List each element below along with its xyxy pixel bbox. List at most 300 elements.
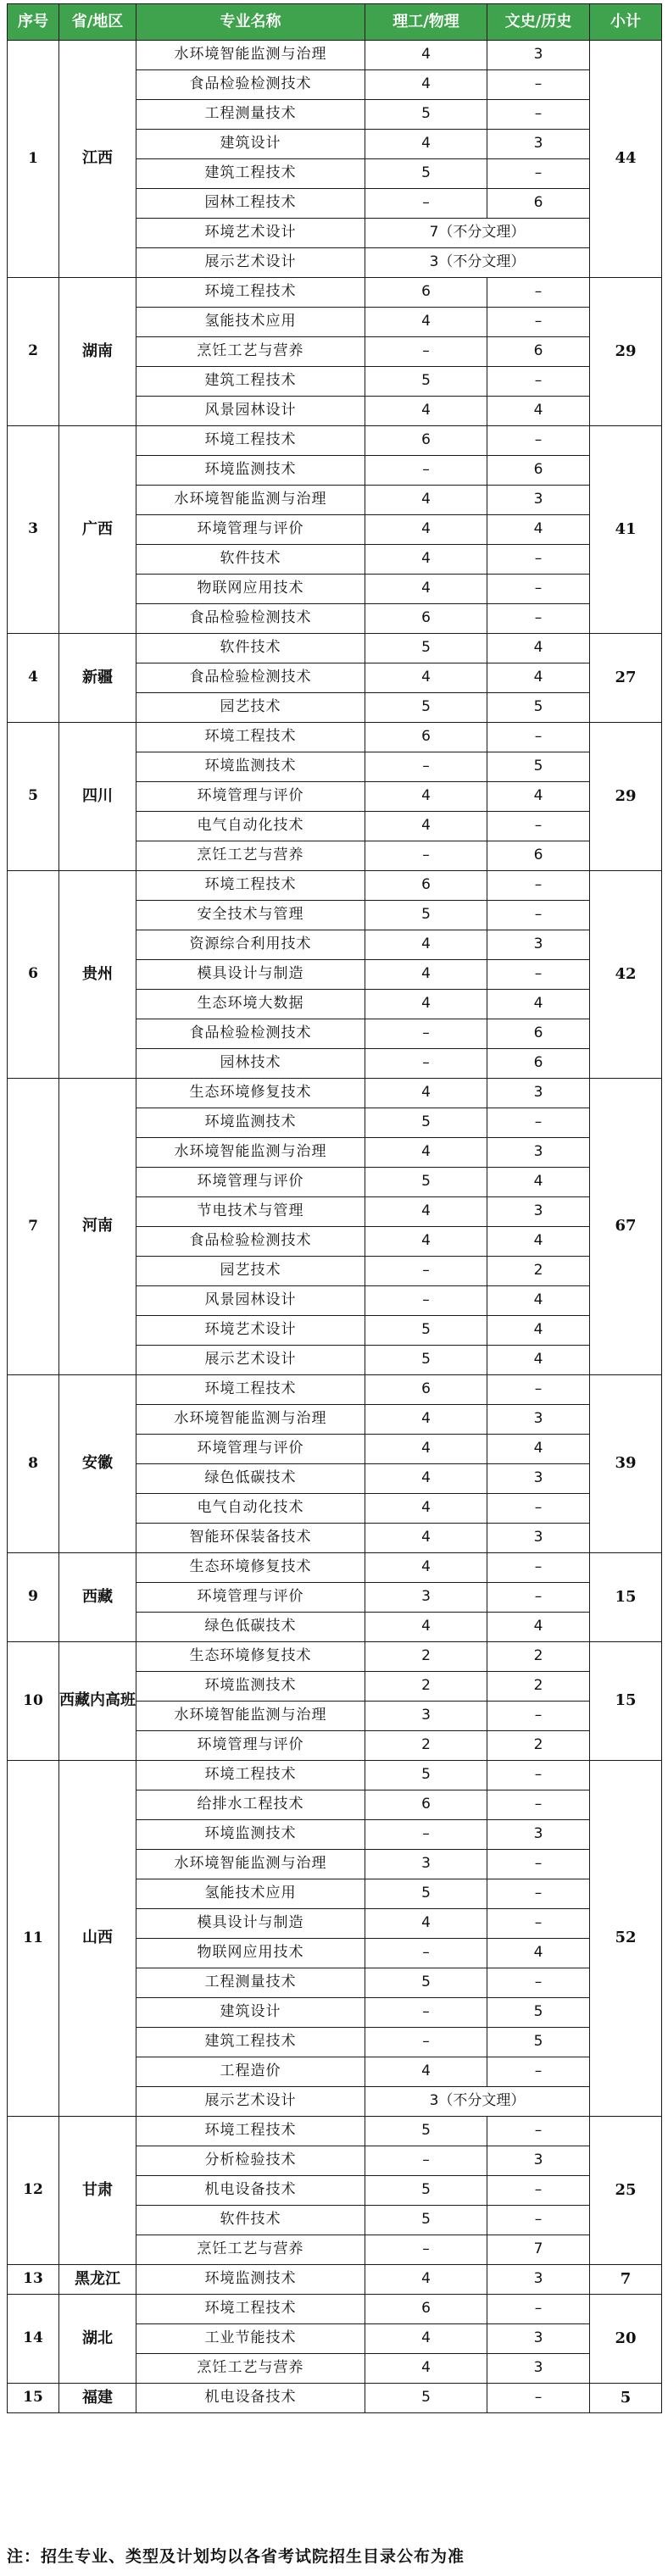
- major-name: 烹饪工艺与营养: [136, 841, 365, 871]
- science-quota: 6: [365, 2295, 487, 2324]
- major-name: 食品检验检测技术: [136, 604, 365, 634]
- arts-quota: 3: [487, 1138, 590, 1168]
- region-name: 西藏: [59, 1553, 136, 1642]
- row-index: 5: [8, 723, 59, 871]
- science-quota: 4: [365, 1227, 487, 1257]
- major-name: 机电设备技术: [136, 2176, 365, 2206]
- major-name: 软件技术: [136, 2206, 365, 2235]
- table-row: [8, 2295, 662, 2324]
- science-quota: 2: [365, 1642, 487, 1672]
- subtotal: 39: [590, 1375, 662, 1553]
- arts-quota: –: [487, 2384, 590, 2413]
- row-index: 12: [8, 2117, 59, 2265]
- row-index: 15: [8, 2384, 59, 2413]
- science-quota: 4: [365, 2354, 487, 2384]
- major-name: 烹饪工艺与营养: [136, 2354, 365, 2384]
- major-name: 软件技术: [136, 634, 365, 663]
- row-index: 11: [8, 1761, 59, 2117]
- arts-quota: –: [487, 960, 590, 990]
- table-row: [8, 1375, 662, 1405]
- arts-quota: 4: [487, 1286, 590, 1316]
- major-name: 模具设计与制造: [136, 1909, 365, 1939]
- arts-quota: 3: [487, 1405, 590, 1435]
- subtotal: 29: [590, 723, 662, 871]
- arts-quota: 4: [487, 1435, 590, 1464]
- science-quota: 5: [365, 2176, 487, 2206]
- science-quota: 5: [365, 1879, 487, 1909]
- arts-quota: 4: [487, 1613, 590, 1642]
- science-quota: –: [365, 2028, 487, 2057]
- row-index: 1: [8, 41, 59, 278]
- science-quota: 4: [365, 41, 487, 70]
- row-index: 2: [8, 278, 59, 426]
- major-name: 园林工程技术: [136, 189, 365, 219]
- header-arts: 文史/历史: [487, 4, 590, 41]
- science-quota: 6: [365, 278, 487, 308]
- science-quota: 4: [365, 2265, 487, 2295]
- arts-quota: 6: [487, 456, 590, 486]
- arts-quota: –: [487, 426, 590, 456]
- major-name: 环境工程技术: [136, 1375, 365, 1405]
- arts-quota: –: [487, 604, 590, 634]
- science-quota: –: [365, 456, 487, 486]
- science-quota: 5: [365, 1168, 487, 1197]
- major-name: 建筑工程技术: [136, 2028, 365, 2057]
- arts-quota: –: [487, 2295, 590, 2324]
- arts-quota: 3: [487, 1464, 590, 1494]
- arts-quota: 2: [487, 1257, 590, 1286]
- science-quota: 4: [365, 1494, 487, 1524]
- arts-quota: 6: [487, 189, 590, 219]
- science-quota: 5: [365, 634, 487, 663]
- major-name: 环境管理与评价: [136, 1583, 365, 1613]
- major-name: 安全技术与管理: [136, 901, 365, 930]
- major-name: 食品检验检测技术: [136, 70, 365, 100]
- major-name: 环境管理与评价: [136, 515, 365, 545]
- region-name: 江西: [59, 41, 136, 278]
- science-quota: 3: [365, 1850, 487, 1879]
- science-quota: 4: [365, 1138, 487, 1168]
- subtotal: 20: [590, 2295, 662, 2384]
- arts-quota: 4: [487, 1168, 590, 1197]
- subtotal: 5: [590, 2384, 662, 2413]
- arts-quota: 2: [487, 1731, 590, 1761]
- arts-quota: –: [487, 2117, 590, 2146]
- science-quota: 5: [365, 2117, 487, 2146]
- arts-quota: –: [487, 2206, 590, 2235]
- arts-quota: 4: [487, 663, 590, 693]
- arts-quota: 5: [487, 1998, 590, 2028]
- arts-quota: 3: [487, 130, 590, 159]
- major-name: 物联网应用技术: [136, 575, 365, 604]
- table-row: [8, 278, 662, 308]
- subtotal: 52: [590, 1761, 662, 2117]
- arts-quota: –: [487, 901, 590, 930]
- science-quota: –: [365, 1257, 487, 1286]
- arts-quota: –: [487, 2176, 590, 2206]
- combined-quota: 7（不分文理）: [365, 219, 590, 248]
- arts-quota: 3: [487, 930, 590, 960]
- major-name: 建筑工程技术: [136, 159, 365, 189]
- science-quota: 6: [365, 1790, 487, 1820]
- major-name: 风景园林设计: [136, 397, 365, 426]
- science-quota: 5: [365, 901, 487, 930]
- science-quota: 4: [365, 575, 487, 604]
- arts-quota: –: [487, 2057, 590, 2087]
- subtotal: 44: [590, 41, 662, 278]
- arts-quota: –: [487, 308, 590, 337]
- row-index: 14: [8, 2295, 59, 2384]
- science-quota: –: [365, 1049, 487, 1079]
- table-row: [8, 426, 662, 456]
- major-name: 电气自动化技术: [136, 1494, 365, 1524]
- row-index: 13: [8, 2265, 59, 2295]
- major-name: 工程测量技术: [136, 1968, 365, 1998]
- footnote: 注：招生专业、类型及计划均以各省考试院招生目录公布为准: [7, 2547, 465, 2566]
- major-name: 给排水工程技术: [136, 1790, 365, 1820]
- region-name: 四川: [59, 723, 136, 871]
- science-quota: 5: [365, 100, 487, 130]
- science-quota: 4: [365, 486, 487, 515]
- arts-quota: 3: [487, 1524, 590, 1553]
- arts-quota: 4: [487, 1227, 590, 1257]
- science-quota: 5: [365, 1346, 487, 1375]
- science-quota: –: [365, 1820, 487, 1850]
- science-quota: 4: [365, 1435, 487, 1464]
- row-index: 9: [8, 1553, 59, 1642]
- arts-quota: 6: [487, 337, 590, 367]
- science-quota: 3: [365, 1583, 487, 1613]
- major-name: 环境艺术设计: [136, 1316, 365, 1346]
- combined-quota: 3（不分文理）: [365, 248, 590, 278]
- major-name: 分析检验技术: [136, 2146, 365, 2176]
- row-index: 10: [8, 1642, 59, 1761]
- science-quota: 5: [365, 367, 487, 397]
- major-name: 机电设备技术: [136, 2384, 365, 2413]
- arts-quota: –: [487, 100, 590, 130]
- science-quota: –: [365, 2146, 487, 2176]
- major-name: 氢能技术应用: [136, 308, 365, 337]
- arts-quota: –: [487, 1761, 590, 1790]
- arts-quota: 7: [487, 2235, 590, 2265]
- major-name: 环境监测技术: [136, 1820, 365, 1850]
- region-name: 贵州: [59, 871, 136, 1079]
- science-quota: 4: [365, 990, 487, 1019]
- major-name: 环境监测技术: [136, 1108, 365, 1138]
- major-name: 环境监测技术: [136, 1672, 365, 1702]
- arts-quota: 4: [487, 397, 590, 426]
- science-quota: 3: [365, 1702, 487, 1731]
- major-name: 生态环境修复技术: [136, 1642, 365, 1672]
- region-name: 湖北: [59, 2295, 136, 2384]
- major-name: 节电技术与管理: [136, 1197, 365, 1227]
- major-name: 环境管理与评价: [136, 1435, 365, 1464]
- arts-quota: –: [487, 1553, 590, 1583]
- major-name: 氢能技术应用: [136, 1879, 365, 1909]
- science-quota: 6: [365, 871, 487, 901]
- row-index: 7: [8, 1079, 59, 1375]
- table-row: [8, 871, 662, 901]
- subtotal: 25: [590, 2117, 662, 2265]
- arts-quota: 4: [487, 782, 590, 812]
- arts-quota: 3: [487, 1820, 590, 1850]
- major-name: 环境工程技术: [136, 871, 365, 901]
- major-name: 工程造价: [136, 2057, 365, 2087]
- major-name: 工程测量技术: [136, 100, 365, 130]
- major-name: 环境管理与评价: [136, 1731, 365, 1761]
- combined-quota: 3（不分文理）: [365, 2087, 590, 2117]
- arts-quota: 5: [487, 752, 590, 782]
- major-name: 展示艺术设计: [136, 2087, 365, 2117]
- subtotal: 29: [590, 278, 662, 426]
- row-index: 3: [8, 426, 59, 634]
- arts-quota: 2: [487, 1672, 590, 1702]
- science-quota: 4: [365, 1524, 487, 1553]
- major-name: 水环境智能监测与治理: [136, 1850, 365, 1879]
- arts-quota: 3: [487, 1197, 590, 1227]
- header-major: 专业名称: [136, 4, 365, 41]
- science-quota: 5: [365, 2384, 487, 2413]
- arts-quota: 4: [487, 515, 590, 545]
- science-quota: 4: [365, 1909, 487, 1939]
- major-name: 水环境智能监测与治理: [136, 41, 365, 70]
- arts-quota: –: [487, 1879, 590, 1909]
- arts-quota: –: [487, 1790, 590, 1820]
- science-quota: 4: [365, 663, 487, 693]
- subtotal: 27: [590, 634, 662, 723]
- science-quota: 6: [365, 426, 487, 456]
- major-name: 环境工程技术: [136, 2117, 365, 2146]
- region-name: 西藏内高班: [59, 1642, 136, 1761]
- major-name: 食品检验检测技术: [136, 1019, 365, 1049]
- science-quota: 4: [365, 930, 487, 960]
- science-quota: –: [365, 841, 487, 871]
- major-name: 模具设计与制造: [136, 960, 365, 990]
- region-name: 甘肃: [59, 2117, 136, 2265]
- arts-quota: 6: [487, 1049, 590, 1079]
- header-total: 小计: [590, 4, 662, 41]
- science-quota: 2: [365, 1731, 487, 1761]
- arts-quota: 3: [487, 2354, 590, 2384]
- major-name: 水环境智能监测与治理: [136, 1702, 365, 1731]
- major-name: 水环境智能监测与治理: [136, 486, 365, 515]
- science-quota: 5: [365, 1316, 487, 1346]
- major-name: 食品检验检测技术: [136, 663, 365, 693]
- science-quota: 4: [365, 2057, 487, 2087]
- major-name: 软件技术: [136, 545, 365, 575]
- science-quota: 4: [365, 397, 487, 426]
- arts-quota: 4: [487, 1346, 590, 1375]
- region-name: 山西: [59, 1761, 136, 2117]
- science-quota: 4: [365, 1553, 487, 1583]
- major-name: 风景园林设计: [136, 1286, 365, 1316]
- header-index: 序号: [8, 4, 59, 41]
- major-name: 生态环境修复技术: [136, 1553, 365, 1583]
- science-quota: 6: [365, 723, 487, 752]
- table-row: [8, 2384, 662, 2413]
- header-science: 理工/物理: [365, 4, 487, 41]
- arts-quota: –: [487, 70, 590, 100]
- arts-quota: –: [487, 1375, 590, 1405]
- major-name: 园林技术: [136, 1049, 365, 1079]
- subtotal: 42: [590, 871, 662, 1079]
- arts-quota: –: [487, 871, 590, 901]
- major-name: 电气自动化技术: [136, 812, 365, 841]
- arts-quota: –: [487, 1968, 590, 1998]
- science-quota: 4: [365, 960, 487, 990]
- science-quota: 4: [365, 515, 487, 545]
- arts-quota: 6: [487, 841, 590, 871]
- table-row: [8, 1079, 662, 1108]
- major-name: 物联网应用技术: [136, 1939, 365, 1968]
- science-quota: –: [365, 752, 487, 782]
- major-name: 环境工程技术: [136, 723, 365, 752]
- major-name: 环境监测技术: [136, 752, 365, 782]
- science-quota: –: [365, 337, 487, 367]
- arts-quota: –: [487, 575, 590, 604]
- arts-quota: –: [487, 1702, 590, 1731]
- row-index: 8: [8, 1375, 59, 1553]
- science-quota: 4: [365, 545, 487, 575]
- major-name: 建筑设计: [136, 1998, 365, 2028]
- major-name: 环境工程技术: [136, 426, 365, 456]
- table-row: [8, 723, 662, 752]
- science-quota: 5: [365, 693, 487, 723]
- major-name: 建筑设计: [136, 130, 365, 159]
- arts-quota: –: [487, 367, 590, 397]
- major-name: 环境艺术设计: [136, 219, 365, 248]
- table-row: [8, 1553, 662, 1583]
- science-quota: 6: [365, 604, 487, 634]
- region-name: 广西: [59, 426, 136, 634]
- arts-quota: 5: [487, 2028, 590, 2057]
- major-name: 环境管理与评价: [136, 782, 365, 812]
- arts-quota: 3: [487, 1079, 590, 1108]
- science-quota: 4: [365, 1405, 487, 1435]
- science-quota: 6: [365, 1375, 487, 1405]
- major-name: 环境管理与评价: [136, 1168, 365, 1197]
- major-name: 园艺技术: [136, 1257, 365, 1286]
- arts-quota: 2: [487, 1642, 590, 1672]
- major-name: 食品检验检测技术: [136, 1227, 365, 1257]
- region-name: 黑龙江: [59, 2265, 136, 2295]
- arts-quota: –: [487, 1909, 590, 1939]
- region-name: 湖南: [59, 278, 136, 426]
- table-row: [8, 41, 662, 70]
- arts-quota: 4: [487, 990, 590, 1019]
- arts-quota: –: [487, 159, 590, 189]
- major-name: 绿色低碳技术: [136, 1613, 365, 1642]
- region-name: 河南: [59, 1079, 136, 1375]
- table-header-row: [8, 4, 662, 41]
- major-name: 绿色低碳技术: [136, 1464, 365, 1494]
- arts-quota: –: [487, 812, 590, 841]
- arts-quota: 3: [487, 2265, 590, 2295]
- arts-quota: 3: [487, 2146, 590, 2176]
- major-name: 水环境智能监测与治理: [136, 1405, 365, 1435]
- subtotal: 67: [590, 1079, 662, 1375]
- arts-quota: –: [487, 1494, 590, 1524]
- major-name: 环境监测技术: [136, 456, 365, 486]
- major-name: 烹饪工艺与营养: [136, 337, 365, 367]
- science-quota: 4: [365, 308, 487, 337]
- row-index: 4: [8, 634, 59, 723]
- subtotal: 15: [590, 1642, 662, 1761]
- major-name: 建筑工程技术: [136, 367, 365, 397]
- science-quota: 4: [365, 1613, 487, 1642]
- arts-quota: 3: [487, 41, 590, 70]
- major-name: 烹饪工艺与营养: [136, 2235, 365, 2265]
- header-region: 省/地区: [59, 4, 136, 41]
- table-row: [8, 1642, 662, 1672]
- arts-quota: 4: [487, 634, 590, 663]
- science-quota: –: [365, 1939, 487, 1968]
- major-name: 环境工程技术: [136, 278, 365, 308]
- arts-quota: 6: [487, 1019, 590, 1049]
- arts-quota: –: [487, 278, 590, 308]
- major-name: 环境监测技术: [136, 2265, 365, 2295]
- science-quota: –: [365, 1998, 487, 2028]
- arts-quota: 4: [487, 1316, 590, 1346]
- science-quota: 5: [365, 159, 487, 189]
- arts-quota: –: [487, 545, 590, 575]
- region-name: 新疆: [59, 634, 136, 723]
- major-name: 生态环境修复技术: [136, 1079, 365, 1108]
- arts-quota: 5: [487, 693, 590, 723]
- science-quota: 4: [365, 70, 487, 100]
- science-quota: 4: [365, 782, 487, 812]
- major-name: 展示艺术设计: [136, 248, 365, 278]
- arts-quota: 3: [487, 486, 590, 515]
- major-name: 环境工程技术: [136, 1761, 365, 1790]
- table-row: [8, 1761, 662, 1790]
- science-quota: 4: [365, 1197, 487, 1227]
- enrollment-plan-table: [7, 3, 662, 2413]
- arts-quota: –: [487, 723, 590, 752]
- subtotal: 15: [590, 1553, 662, 1642]
- subtotal: 7: [590, 2265, 662, 2295]
- table-row: [8, 2117, 662, 2146]
- table-row: [8, 634, 662, 663]
- region-name: 福建: [59, 2384, 136, 2413]
- science-quota: 4: [365, 812, 487, 841]
- science-quota: 5: [365, 1968, 487, 1998]
- major-name: 展示艺术设计: [136, 1346, 365, 1375]
- major-name: 环境工程技术: [136, 2295, 365, 2324]
- region-name: 安徽: [59, 1375, 136, 1553]
- science-quota: –: [365, 189, 487, 219]
- science-quota: 2: [365, 1672, 487, 1702]
- table-row: [8, 2265, 662, 2295]
- arts-quota: 3: [487, 2324, 590, 2354]
- subtotal: 41: [590, 426, 662, 634]
- major-name: 资源综合利用技术: [136, 930, 365, 960]
- major-name: 水环境智能监测与治理: [136, 1138, 365, 1168]
- major-name: 园艺技术: [136, 693, 365, 723]
- arts-quota: –: [487, 1583, 590, 1613]
- science-quota: –: [365, 1019, 487, 1049]
- arts-quota: 4: [487, 1939, 590, 1968]
- major-name: 智能环保装备技术: [136, 1524, 365, 1553]
- science-quota: 4: [365, 130, 487, 159]
- science-quota: 4: [365, 1464, 487, 1494]
- major-name: 生态环境大数据: [136, 990, 365, 1019]
- arts-quota: –: [487, 1108, 590, 1138]
- science-quota: 4: [365, 2324, 487, 2354]
- science-quota: 5: [365, 2206, 487, 2235]
- science-quota: 5: [365, 1108, 487, 1138]
- science-quota: –: [365, 2235, 487, 2265]
